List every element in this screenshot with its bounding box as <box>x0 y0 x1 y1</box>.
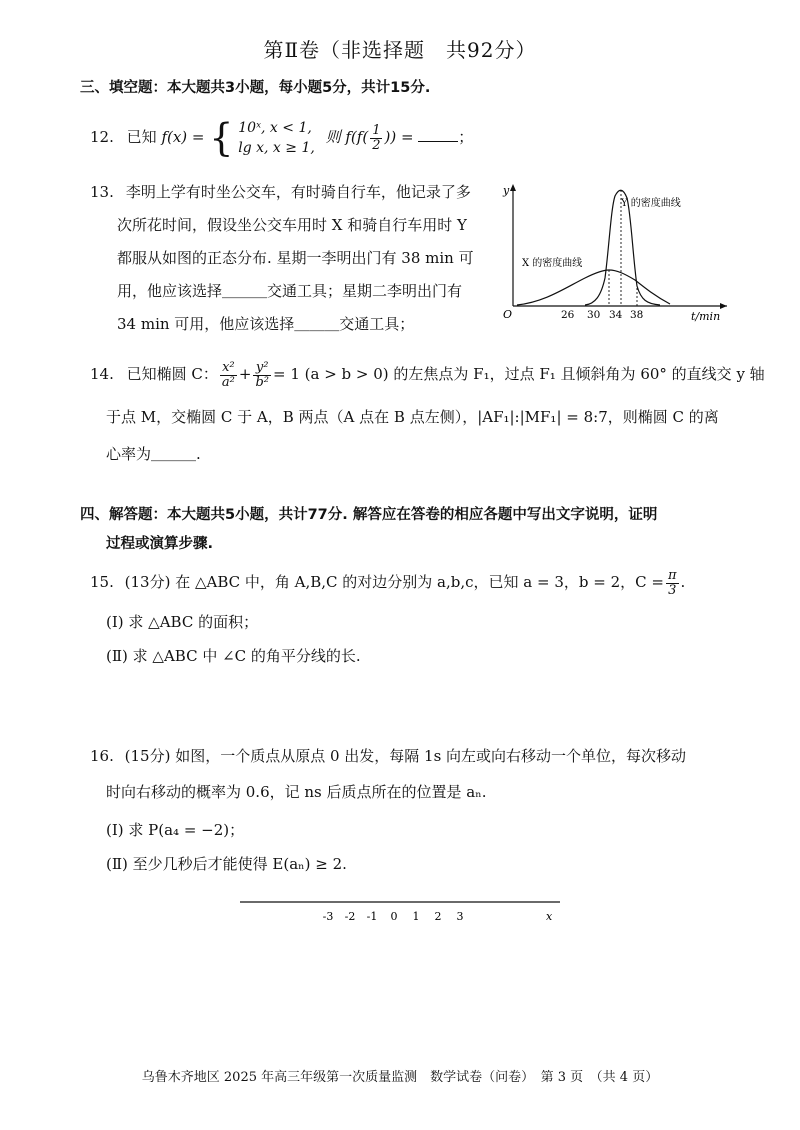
number-line-tick--2: -2 <box>344 910 356 923</box>
x-density-curve <box>517 270 670 305</box>
q12-ask: 则 f(f( <box>325 128 369 146</box>
question-12 <box>90 115 474 160</box>
question-14 <box>90 358 765 391</box>
q12-prefix: 已知 <box>126 128 157 146</box>
q15-frac-den: 3 <box>668 582 677 598</box>
q12-number: 12. <box>90 128 114 146</box>
q13-density-figure <box>495 178 735 328</box>
q14-frac-y-den: b² <box>255 374 269 390</box>
question-16 <box>90 740 686 773</box>
page-footer: 乌鲁木齐地区 2025 年高三年级第一次质量监测 数学试卷（问卷） 第 3 页 （共 4 页） <box>141 1070 659 1085</box>
q12-fraction <box>370 124 382 153</box>
number-line-tick--1: -1 <box>366 910 378 923</box>
page-title: 第Ⅱ卷（非选择题 共92分） <box>263 38 537 62</box>
q15-part-1: (Ⅰ) 求 △ABC 的面积； <box>106 613 259 631</box>
q16-line-2: 时向右移动的概率为 0.6，记 ns 后质点所在的位置是 aₙ. <box>106 783 487 801</box>
q13-line-2: 次所花时间，假设坐公交车用时 X 和骑自行车用时 Y <box>117 216 467 234</box>
q15-fraction <box>666 569 679 598</box>
q14-frac-x-den: a² <box>221 374 235 390</box>
q12-func: f(x) = <box>161 128 205 146</box>
q12-ask-end: )) = <box>384 128 414 146</box>
q16-number-line <box>230 890 570 930</box>
q15-frac-num: π <box>667 567 677 583</box>
q15-stem: (13分) 在 △ABC 中，角 A,B,C 的对边分别为 a,b,c，已知 a = 3，b = 2，C = <box>124 573 664 591</box>
q16-part-2: (Ⅱ) 至少几秒后才能使得 E(aₙ) ≥ 2. <box>106 855 347 873</box>
question-13 <box>90 176 474 341</box>
q14-frac-y-num: y² <box>253 361 271 376</box>
q13-line-4: 用，他应该选择＿＿＿交通工具；星期二李明出门有 <box>117 282 463 300</box>
number-line-label: x <box>546 910 553 923</box>
q14-frac-y <box>253 361 271 390</box>
number-line-tick-2: 2 <box>434 910 442 923</box>
question-15 <box>90 566 685 599</box>
x-curve-label: X 的密度曲线 <box>522 258 583 269</box>
q14-line-1a: 已知椭圆 C： <box>126 365 218 383</box>
number-line-tick-3: 3 <box>456 910 464 923</box>
q12-answer-blank[interactable] <box>418 127 458 142</box>
q12-cases <box>238 118 315 158</box>
t-axis-label: t/min <box>691 310 721 323</box>
q12-case-2: lg x, x ≥ 1, <box>238 140 315 156</box>
t-axis-arrow <box>720 303 727 309</box>
q15-part-2: (Ⅱ) 求 △ABC 中 ∠C 的角平分线的长. <box>106 647 361 665</box>
q12-case-1: 10ˣ, x < 1, <box>238 120 312 136</box>
q13-line-5: 34 min 可用，他应该选择＿＿＿交通工具； <box>117 315 415 333</box>
q14-frac-x <box>220 361 237 390</box>
section-4-heading-line-1: 四、解答题：本大题共5小题，共计77分. 解答应在答卷的相应各题中写出文字说明，证明 <box>80 507 658 523</box>
q16-number: 16. <box>90 747 114 765</box>
q14-line-2: 于点 M，交椭圆 C 于 A，B 两点（A 点在 B 点左侧），|AF₁|:|MF₁| = 8:7，则椭圆 C 的离 <box>106 408 719 426</box>
origin-label: O <box>503 308 513 321</box>
q13-line-3: 都服从如图的正态分布. 星期一李明出门有 38 min 可 <box>117 249 474 267</box>
q15-number: 15. <box>90 573 114 591</box>
q14-plus: + <box>238 365 252 383</box>
section-3-heading: 三、填空题：本大题共3小题，每小题5分，共计15分. <box>80 80 431 96</box>
tick-30: 30 <box>587 309 601 321</box>
q12-tail: ； <box>458 128 474 146</box>
q14-frac-x-num: x² <box>220 361 237 376</box>
q13-line-1: 李明上学有时坐公交车，有时骑自行车，他记录了多 <box>125 183 471 201</box>
number-line-tick-1: 1 <box>412 910 420 923</box>
y-curve-label: Y 的密度曲线 <box>621 198 681 209</box>
q16-line-1: (15分) 如图，一个质点从原点 0 出发，每隔 1s 向左或向右移动一个单位，每次移动 <box>124 747 687 765</box>
q14-number: 14. <box>90 365 114 383</box>
q14-line-1b: = 1 (a > b > 0) 的左焦点为 F₁，过点 F₁ 且倾斜角为 60° 的直线交 y 轴 <box>272 365 765 383</box>
q12-brace: { <box>209 115 234 160</box>
number-line-tick-0: 0 <box>390 910 398 923</box>
section-4-heading-line-2: 过程或演算步骤. <box>106 536 214 552</box>
q12-frac-num: 1 <box>372 122 381 138</box>
y-axis-label: y <box>503 184 510 197</box>
tick-34: 34 <box>609 309 623 321</box>
q16-part-1: (Ⅰ) 求 P(a₄ = −2)； <box>106 821 245 839</box>
q14-line-3: 心率为＿＿＿. <box>106 445 201 463</box>
tick-38: 38 <box>630 309 644 321</box>
tick-26: 26 <box>561 309 575 321</box>
q12-frac-den: 2 <box>372 137 381 153</box>
number-line-tick--3: -3 <box>322 910 334 923</box>
q15-stem-end: . <box>680 573 686 591</box>
y-axis-arrow <box>510 184 516 191</box>
q13-number: 13. <box>90 183 114 201</box>
